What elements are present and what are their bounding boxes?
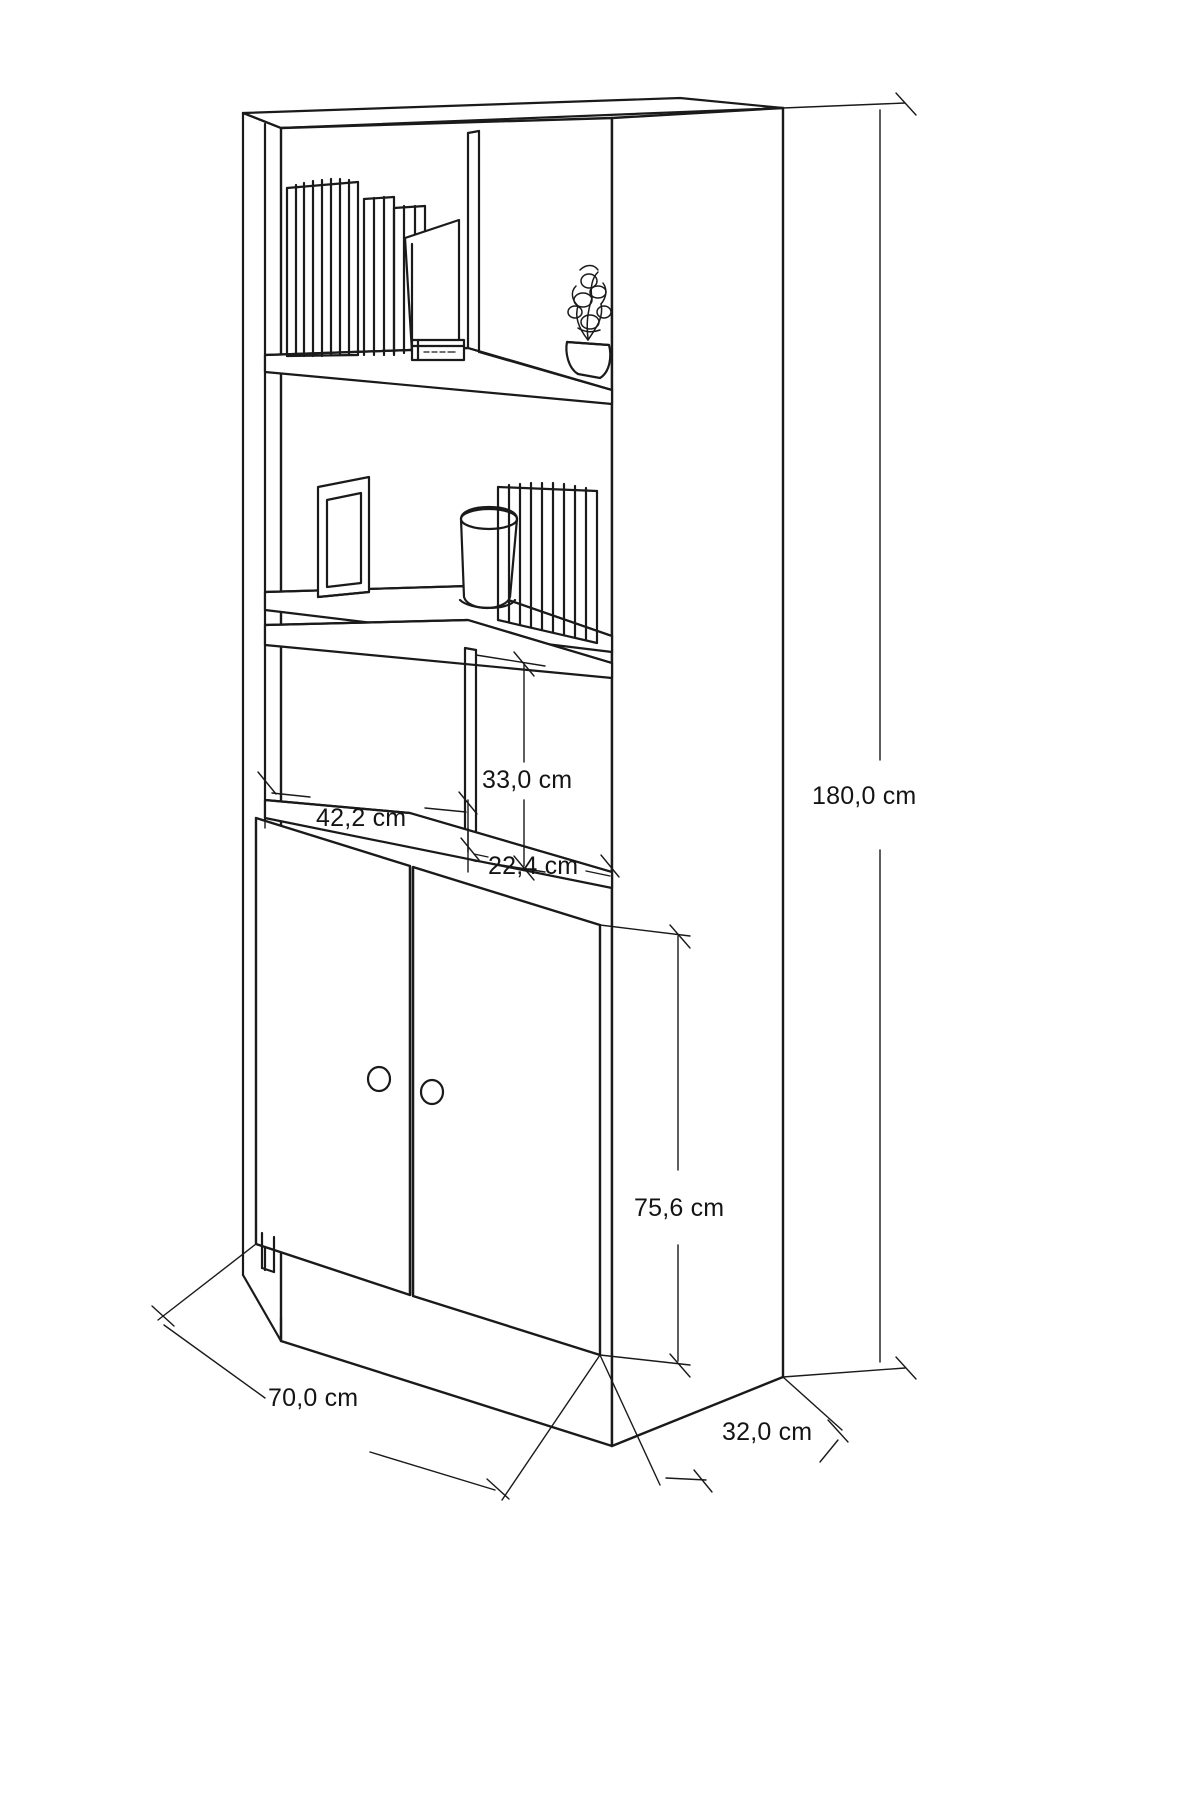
dimension-label-overall-height: 180,0 cm: [812, 782, 917, 810]
door-left: [256, 818, 410, 1295]
cabinet-side-panel: [612, 108, 783, 1446]
dimension-label-shelf-width: 42,2 cm: [316, 804, 407, 832]
dimension-label-door-height: 75,6 cm: [634, 1194, 725, 1222]
dimension-label-overall-depth: 32,0 cm: [722, 1418, 813, 1446]
picture-frame-illustration: [318, 477, 369, 597]
dimension-label-overall-width: 70,0 cm: [268, 1384, 359, 1412]
dim-overall-height: [783, 93, 916, 1379]
door-right: [413, 867, 600, 1355]
dimension-label-shelf-height: 33,0 cm: [482, 766, 573, 794]
dimension-label-shelf-width-right: 22,4 cm: [488, 852, 579, 880]
